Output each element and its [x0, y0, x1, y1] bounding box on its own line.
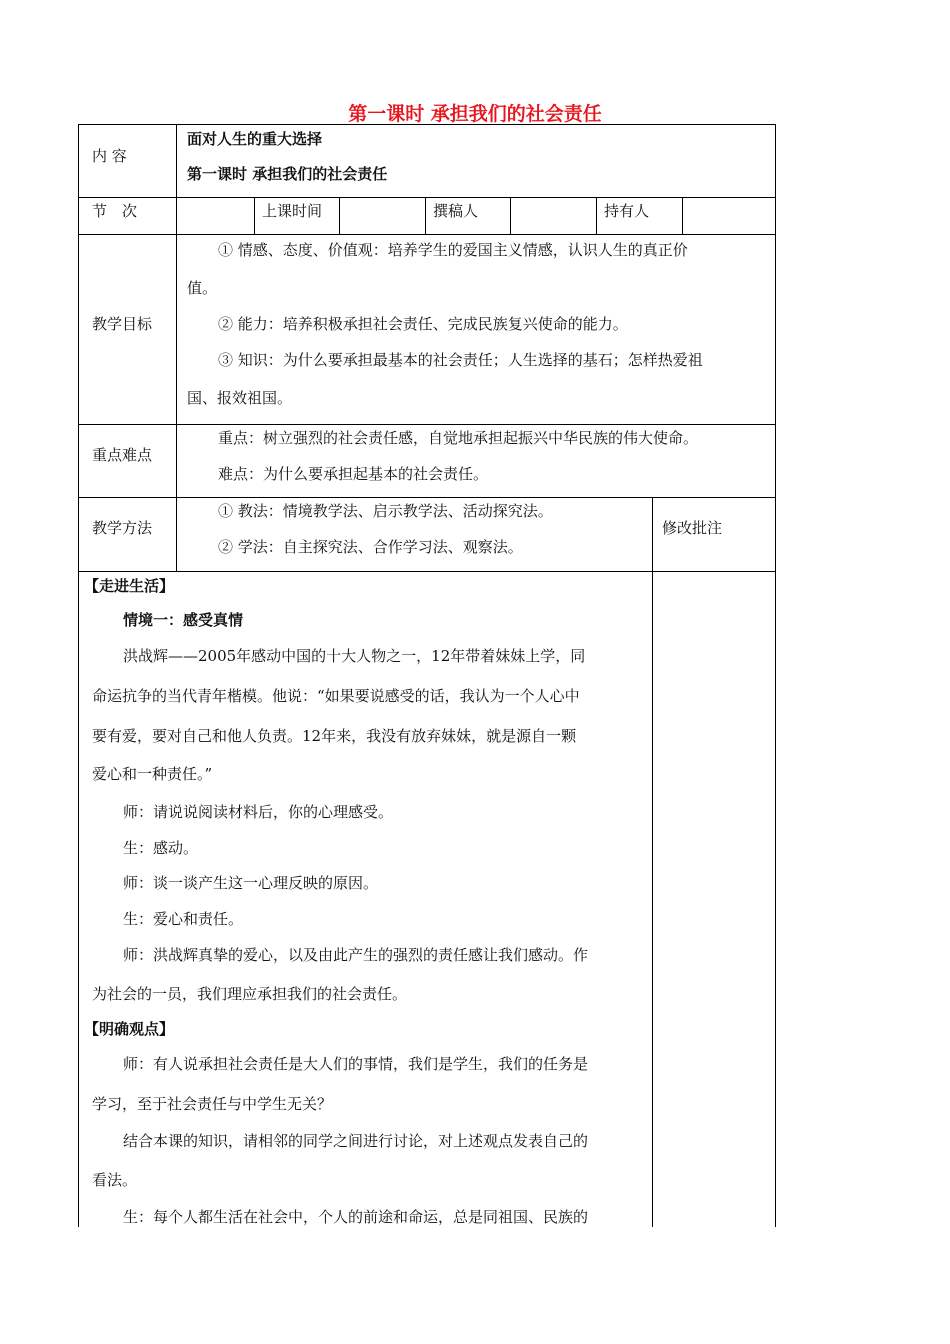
method-line: ② 学法：自主探究法、合作学习法、观察法。	[218, 538, 523, 556]
author-label: 撰稿人	[433, 202, 479, 220]
body-line: 要有爱，要对自己和他人负责。12年来，我没有放弃妹妹，就是源自一颗	[92, 727, 577, 745]
body-line: 为社会的一员，我们理应承担我们的社会责任。	[92, 985, 408, 1003]
time-label: 上课时间	[262, 202, 323, 220]
col-divider	[682, 197, 683, 234]
row-divider	[78, 571, 776, 572]
body-line: 生：每个人都生活在社会中，个人的前途和命运，总是同祖国、民族的	[123, 1208, 589, 1226]
holder-label: 持有人	[604, 202, 650, 220]
body-line: 师：洪战辉真挚的爱心，以及由此产生的强烈的责任感让我们感动。作	[123, 946, 589, 964]
content-line-2: 第一课时 承担我们的社会责任	[187, 165, 388, 183]
section-heading: 【走进生活】	[84, 577, 175, 595]
goal-line: ③ 知识：为什么要承担最基本的社会责任；人生选择的基石；怎样热爱祖	[218, 351, 703, 369]
row-divider	[78, 497, 776, 498]
scene-heading: 情境一：感受真情	[123, 611, 244, 629]
goal-line: 值。	[187, 279, 218, 297]
dialogue-line: 生：感动。	[123, 839, 199, 857]
key-points-label: 重点难点	[92, 446, 153, 464]
content-line-1: 面对人生的重大选择	[187, 130, 323, 148]
body-line: 洪战辉——2005年感动中国的十大人物之一，12年带着妹妹上学，同	[123, 647, 586, 665]
col-divider	[176, 124, 177, 571]
body-line: 爱心和一种责任。”	[92, 765, 213, 783]
goal-line: 国、报效祖国。	[187, 389, 293, 407]
row-divider	[78, 234, 776, 235]
revision-label: 修改批注	[662, 519, 723, 537]
section-heading: 【明确观点】	[84, 1020, 175, 1038]
goals-label: 教学目标	[92, 315, 153, 333]
body-line: 师：有人说承担社会责任是大人们的事情，我们是学生，我们的任务是	[123, 1055, 589, 1073]
content-label: 内 容	[92, 147, 127, 165]
body-line: 命运抗争的当代青年楷模。他说：“如果要说感受的话，我认为一个人心中	[92, 687, 580, 705]
col-divider	[339, 197, 340, 234]
goal-line: ② 能力：培养积极承担社会责任、完成民族复兴使命的能力。	[218, 315, 628, 333]
body-line: 看法。	[92, 1171, 138, 1189]
row-divider	[78, 424, 776, 425]
methods-label: 教学方法	[92, 519, 153, 537]
col-divider	[510, 197, 511, 234]
col-divider	[425, 197, 426, 234]
goal-line: ① 情感、态度、价值观：培养学生的爱国主义情感，认识人生的真正价	[218, 241, 688, 259]
dialogue-line: 师：请说说阅读材料后，你的心理感受。	[123, 803, 394, 821]
col-divider	[652, 497, 653, 1227]
key-point-line: 难点：为什么要承担起基本的社会责任。	[218, 465, 489, 483]
key-point-line: 重点：树立强烈的社会责任感，自觉地承担起振兴中华民族的伟大使命。	[218, 429, 699, 447]
dialogue-line: 师：谈一谈产生这一心理反映的原因。	[123, 874, 379, 892]
section-label: 节 次	[92, 202, 138, 220]
row-divider	[78, 197, 776, 198]
dialogue-line: 生：爱心和责任。	[123, 910, 244, 928]
col-divider	[254, 197, 255, 234]
method-line: ① 教法：情境教学法、启示教学法、活动探究法。	[218, 502, 553, 520]
page-title: 第一课时 承担我们的社会责任	[348, 103, 602, 125]
col-divider	[596, 197, 597, 234]
body-line: 学习，至于社会责任与中学生无关？	[92, 1095, 333, 1113]
body-line: 结合本课的知识，请相邻的同学之间进行讨论，对上述观点发表自己的	[123, 1132, 589, 1150]
